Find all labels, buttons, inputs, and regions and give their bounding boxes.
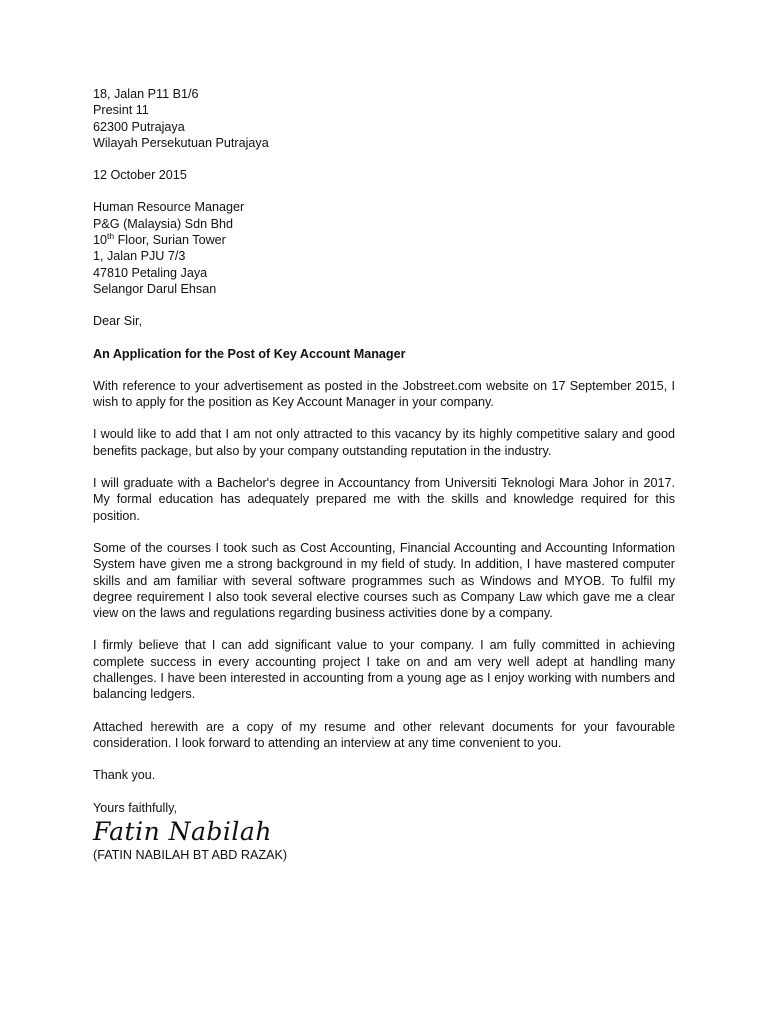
cover-letter (93, 86, 675, 863)
recipient-address (93, 199, 675, 297)
sender-address (93, 86, 675, 151)
recipient-company: P&G (Malaysia) Sdn Bhd (93, 216, 233, 231)
sender-address-line: 18, Jalan P11 B1/6 (93, 87, 199, 101)
recipient-title: Human Resource Manager (93, 200, 245, 215)
sender-address-line: Presint 11 (93, 103, 149, 118)
body-paragraph: With reference to your advertisement as posted in the Jobstreet.com website on 17 September 2015, I wish to apply for the position as Key Account Manager in your company. (93, 378, 675, 410)
recipient-state: Selangor Darul Ehsan (93, 281, 217, 296)
sender-address-line: 62300 Putrajaya (93, 119, 185, 134)
floor-number: 10 (93, 233, 108, 248)
body-paragraph: Attached herewith are a copy of my resume and other relevant documents for your favourable consideration. I look forward to attending an interview at any time convenient to you. (93, 719, 675, 750)
floor-suffix: th (107, 230, 115, 241)
letter-subject: An Application for the Post of Key Account Manager (93, 346, 406, 361)
recipient-floor (93, 232, 675, 248)
body-paragraph: Some of the courses I took such as Cost Accounting, Financial Accounting and Accounting Information System have given me a strong background in my field of study. In addition, I have mastered computer skills and am familiar with several software programmes such as Windows and MYOB. To fulfil my degree requirement I also took several elective courses such as Company Law which gave me a clear view on the laws and regulations regarding business activities done by a company. (93, 540, 675, 621)
sender-address-line: Wilayah Persekutuan Putrajaya (93, 135, 269, 150)
body-paragraph: I firmly believe that I can add significant value to your company. I am fully committed in achieving complete success in every accounting project I take on and am very well adept at handling many challenges. I have been interested in accounting from a young age as I enjoy working with numbers and balancing ledgers. (93, 638, 675, 702)
recipient-city: 47810 Petaling Jaya (93, 265, 208, 280)
body-paragraph: I will graduate with a Bachelor's degree in Accountancy from Universiti Teknologi Mara Johor in 2017. My formal education has adequately prepared me with the skills and knowledge required for this position. (93, 476, 675, 523)
recipient-street: 1, Jalan PJU 7/3 (93, 249, 186, 264)
floor-rest: Floor, Surian Tower (114, 233, 226, 248)
letter-date: 12 October 2015 (93, 168, 187, 183)
closing-line: Yours faithfully, (93, 800, 178, 815)
printed-name: (FATIN NABILAH BT ABD RAZAK) (93, 847, 288, 862)
handwritten-signature: Fatin Nabilah (93, 816, 272, 846)
body-paragraph: I would like to add that I am not only attracted to this vacancy by its highly competitive salary and good benefits package, but also by your company outstanding reputation in the industry. (93, 427, 675, 458)
thank-you-line: Thank you. (93, 768, 156, 783)
salutation: Dear Sir, (93, 314, 142, 329)
